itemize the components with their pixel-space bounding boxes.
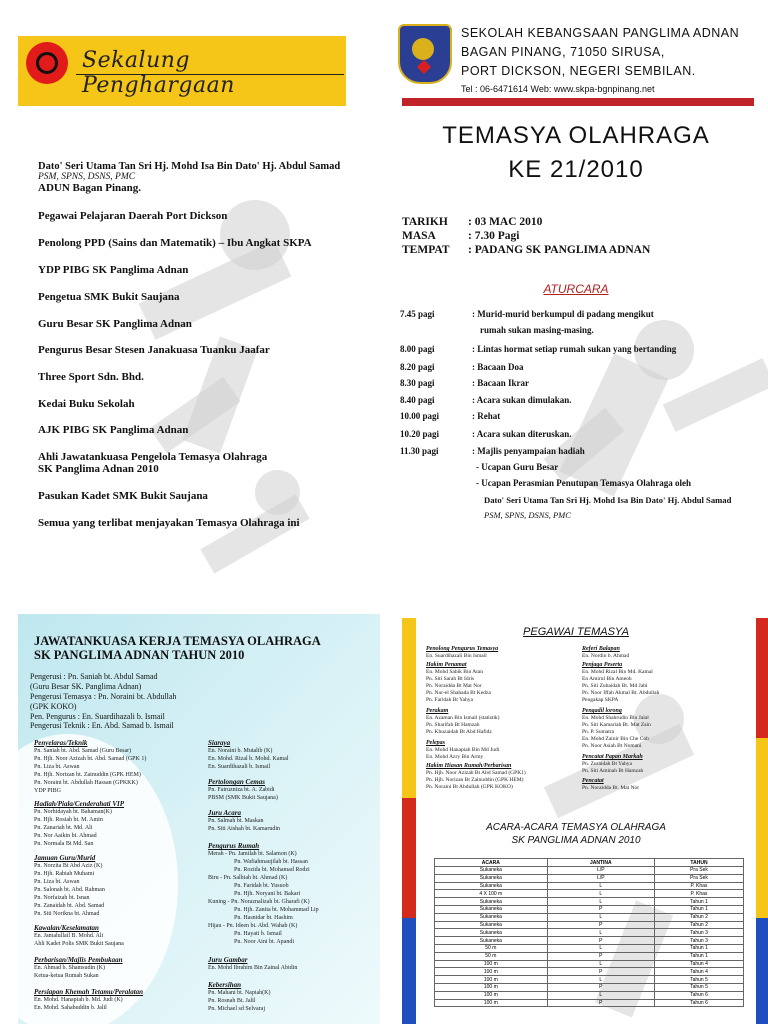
- table-cell: Tahun 1: [654, 898, 743, 906]
- group-heading: Juru Gambar: [208, 956, 248, 964]
- committee-line: (Guru Besar SK. Panglima Adnan): [30, 682, 142, 691]
- crest-star-icon: [417, 60, 431, 74]
- group-item: Pn. Nor Aaikin bt. Ahmad: [34, 833, 97, 839]
- table-cell: Pra Sek: [654, 874, 743, 882]
- table-cell: P: [547, 983, 654, 991]
- officials-title: PEGAWAI TEMASYA: [523, 626, 629, 638]
- schedule-time: 8.40 pagi: [400, 395, 435, 405]
- group-item: Pn. Norhidayah bt. Bahaman(K): [34, 809, 112, 815]
- schedule-desc: : Rehat: [472, 411, 501, 421]
- info-label: TEMPAT: [402, 244, 450, 256]
- banner-title: Sekalung Penghargaan: [82, 48, 235, 98]
- schedule-cont: Dato' Seri Utama Tan Sri Hj. Mohd Isa Bin Dato' Hj. Abdul Samad: [484, 495, 732, 505]
- table-cell: Tahun 3: [654, 929, 743, 937]
- group-item: Pn. Hayati b. Ismail: [234, 931, 282, 937]
- table-cell: Tahun 1: [654, 944, 743, 952]
- table-row: [435, 867, 744, 875]
- schedule-desc: : Murid-murid berkumpul di padang mengikut: [472, 309, 654, 319]
- group-item: Pn. Hjh. Rosiah bt. M. Amin: [34, 817, 103, 823]
- officials-item: Pengakap SKPA: [582, 697, 619, 703]
- stripe-red: [402, 798, 416, 918]
- table-cell: Sukaneka: [435, 937, 548, 945]
- table-cell: 50 m: [435, 952, 548, 960]
- school-crest-icon: [398, 24, 452, 84]
- table-cell: P: [547, 921, 654, 929]
- header-divider: [402, 98, 754, 106]
- info-tempat: [402, 244, 650, 256]
- schedule-row: [400, 429, 572, 439]
- schedule-time: 10.20 pagi: [400, 429, 440, 439]
- table-cell: L: [547, 882, 654, 890]
- table-cell: L: [547, 929, 654, 937]
- officials-item: En. Azaman Bin Ismail (statistik): [426, 715, 500, 721]
- dato-titles: PSM, SPNS, DSNS, PMC: [38, 172, 136, 182]
- group-item: Pn. Noraini bt. Abdullah Hassan (GPKKK): [34, 780, 138, 786]
- schedule-row: [400, 309, 654, 319]
- group-heading: Kebersihan: [208, 981, 242, 989]
- schedule-time: 8.30 pagi: [400, 378, 435, 388]
- schedule-row: [400, 395, 572, 405]
- schedule-desc: : Bacaan Doa: [472, 362, 524, 372]
- appreciation-banner: [18, 36, 346, 106]
- event-title: TEMASYA OLAHRAGA: [442, 122, 710, 149]
- table-cell: L: [547, 898, 654, 906]
- honor-entry: Pengurus Besar Stesen Janakuasa Tuanku Jaafar: [38, 344, 270, 356]
- table-cell: Tahun 1: [654, 905, 743, 913]
- table-cell: L/P: [547, 874, 654, 882]
- table-cell: Sukaneka: [435, 874, 548, 882]
- table-row: [435, 976, 744, 984]
- table-cell: Sukaneka: [435, 898, 548, 906]
- committee-line: (GPK KOKO): [30, 702, 77, 711]
- group-item: Pn. Hjh. Noryani bt. Bakari: [234, 891, 301, 897]
- stripe-yellow: [402, 618, 416, 798]
- table-cell: Tahun 2: [654, 913, 743, 921]
- table-cell: Sukaneka: [435, 921, 548, 929]
- honor-entry: SK Panglima Adnan 2010: [38, 463, 159, 475]
- officials-item: Pn. Siti Sarah Bt Idris: [426, 676, 475, 682]
- officials-heading: Perakam: [426, 708, 449, 714]
- schedule-time: 8.20 pagi: [400, 362, 435, 372]
- info-value: : 7.30 Pagi: [468, 230, 520, 242]
- officials-item: En. Nordin b. Ahmad: [582, 653, 630, 659]
- officials-item: Pn. Noraini Bt Abdullah (GPK KOKO): [426, 784, 513, 790]
- group-item: Pn. Salonah bt. Abd. Rahman: [34, 887, 105, 893]
- acara-subtitle: SK PANGLIMA ADNAN 2010: [511, 835, 641, 846]
- schedule-desc: : Lintas hormat setiap rumah sukan yang bertanding: [472, 344, 677, 354]
- table-row: [435, 898, 744, 906]
- officials-item: Pn. P. Sumatra: [582, 729, 615, 735]
- group-item: Pn. Hjh. Noor Azizah bt. Abd. Samad (GPK 1): [34, 756, 147, 762]
- column-header: ACARA: [435, 859, 548, 867]
- table-cell: L/P: [547, 867, 654, 875]
- table-cell: L: [547, 960, 654, 968]
- group-item: PBSM (SMK Bukit Saujana): [208, 795, 278, 801]
- table-cell: 100 m: [435, 960, 548, 968]
- table-row: [435, 952, 744, 960]
- table-row: [435, 983, 744, 991]
- officials-item: Pn. Nur-el Shahada Bt Kedza: [426, 690, 491, 696]
- schedule-row: [400, 378, 529, 388]
- officials-item: Pn. Hjh. Norizan Bt Zainuddin (GPK HEM): [426, 777, 524, 783]
- table-cell: 50 m: [435, 944, 548, 952]
- officials-item: Pn. Siti Aminah Bt Hamzah: [582, 768, 644, 774]
- table-cell: P: [547, 952, 654, 960]
- appreciation-panel: [0, 0, 384, 604]
- column-header: TAHUN: [654, 859, 743, 867]
- group-item: Kuning - Pn. Noraznalizah bt. Gharafi (K): [208, 899, 310, 905]
- event-panel: [384, 0, 768, 604]
- officials-heading: Hakim Hiasan Rumah/Perbarisan: [426, 763, 512, 769]
- table-cell: Tahun 3: [654, 937, 743, 945]
- table-cell: P. Khas: [654, 890, 743, 898]
- schedule-desc: : Majlis penyampaian hadiah: [472, 446, 585, 456]
- group-heading: Perbarisan/Majlis Pembukaan: [34, 956, 123, 964]
- school-address-1: BAGAN PINANG, 71050 SIRUSA,: [461, 45, 665, 59]
- table-cell: 100 m: [435, 968, 548, 976]
- schedule-row: [400, 446, 585, 456]
- info-label: MASA: [402, 230, 436, 242]
- group-item: Ahli Kadet Polis SMK Bukit Saujana: [34, 941, 124, 947]
- group-item: Pn. Norfaizah bt. Isnan: [34, 895, 90, 901]
- table-cell: Sukaneka: [435, 882, 548, 890]
- table-cell: Pra Sek: [654, 867, 743, 875]
- committee-line: Pengerusi Temasya : Pn. Noraini bt. Abdullah: [30, 692, 177, 701]
- honor-entry: Ahli Jawatankuasa Pengelola Temasya Olahraga: [38, 451, 268, 463]
- table-cell: 100 m: [435, 991, 548, 999]
- group-heading: Juru Acara: [208, 809, 242, 817]
- stripe-blue: [402, 918, 416, 1024]
- officials-item: Pn. Sharifah Bt Hamzah: [426, 722, 480, 728]
- table-row: [435, 944, 744, 952]
- runner-watermark-body-2: [200, 494, 309, 573]
- group-item: Pn. Hasnidar bt. Hashim: [234, 915, 293, 921]
- table-row: [435, 905, 744, 913]
- group-item: Pn. Hjh. Norizan bt. Zainuddin (GPK HEM): [34, 772, 141, 778]
- group-item: Pn. Siti Aishah bt. Kamarudin: [208, 826, 280, 832]
- officials-item: En. Mohd Shahrudin Bin Jalal: [582, 715, 649, 721]
- table-cell: Tahun 5: [654, 976, 743, 984]
- group-item: En. Mohd Ibrahim Bin Zainal Abidin: [208, 965, 298, 971]
- table-cell: P: [547, 937, 654, 945]
- group-item: Pn. Siti Norikna bt. Ahmad: [34, 911, 100, 917]
- table-cell: Sukaneka: [435, 905, 548, 913]
- honor-entry: Pengetua SMK Bukit Saujana: [38, 291, 180, 303]
- group-item: Pn. Liza bt. Aswan: [34, 764, 80, 770]
- table-row: [435, 960, 744, 968]
- info-label: TARIKH: [402, 216, 448, 228]
- table-cell: 100 m: [435, 999, 548, 1007]
- group-item: Pn. Hjh. Rabiah Muhami: [34, 871, 95, 877]
- schedule-time: 11.30 pagi: [400, 446, 439, 456]
- honor-entry: Pasukan Kadet SMK Bukit Saujana: [38, 490, 208, 502]
- table-row: [435, 890, 744, 898]
- table-cell: P: [547, 999, 654, 1007]
- officials-heading: Pelepas: [426, 740, 445, 746]
- honor-entry: Penolong PPD (Sains dan Matematik) – Ibu Angkat SKPA: [38, 237, 312, 249]
- acara-title: ACARA-ACARA TEMASYA OLAHRAGA: [486, 822, 666, 833]
- officials-heading: Pengadil lorong: [582, 708, 622, 714]
- officials-item: En. Mohd Rizal Bin Md. Kamal: [582, 669, 653, 675]
- group-item: Pn. Wafiahmaujilah bt. Hassan: [234, 859, 308, 865]
- committee-line: Pen. Pengurus : En. Suardihazali b. Ismail: [30, 712, 165, 721]
- officials-item: Pn. Siti Zubaidah Bt. Md Jabi: [582, 683, 648, 689]
- group-heading: Pertolongan Cemas: [208, 778, 265, 786]
- info-value: : PADANG SK PANGLIMA ADNAN: [468, 244, 651, 256]
- info-masa: [402, 230, 519, 242]
- group-item: Biru - Pn. Salbiah bt. Ahmad (K): [208, 875, 288, 881]
- schedule-desc: : Bacaan Ikrar: [472, 378, 529, 388]
- officials-item: Pn. Khuzaidah Bt Abd Hafidz: [426, 729, 492, 735]
- honor-entry: Semua yang terlibat menjayakan Temasya Olahraga ini: [38, 517, 300, 529]
- officials-item: En. Suardihazali Bin Ismail: [426, 653, 487, 659]
- schedule-row: [400, 344, 676, 354]
- table-cell: P: [547, 905, 654, 913]
- table-row: [435, 921, 744, 929]
- table-cell: Tahun 2: [654, 921, 743, 929]
- dato-role: ADUN Bagan Pinang.: [38, 182, 141, 194]
- group-item: Pn. Rozida bt. Mohamad Rodzi: [234, 867, 310, 873]
- group-item: Pn. Fairuzniza bt. A. Zabidi: [208, 787, 275, 793]
- committee-subtitle: SK PANGLIMA ADNAN TAHUN 2010: [34, 648, 245, 662]
- group-item: En. Suardihazali b. Ismail: [208, 764, 271, 770]
- table-cell: Sukaneka: [435, 913, 548, 921]
- group-item: En. Ahmad b. Shamsudin (K): [34, 965, 105, 971]
- schedule-row: [400, 362, 524, 372]
- group-heading: Penyelaras/Teknik: [34, 739, 88, 747]
- group-item: Pn. Michael sd Selvaraj: [208, 1006, 265, 1012]
- officials-item: En. Mohd Azry Bin Army: [426, 754, 484, 760]
- group-heading: Persiapan Khemah Tetamu/Peralatan: [34, 988, 144, 996]
- officials-panel: [384, 604, 768, 1024]
- group-item: Pn. Hjh. Zanita bt. Mohammad Lip: [234, 907, 319, 913]
- table-cell: 4 X 100 m: [435, 890, 548, 898]
- school-name: SEKOLAH KEBANGSAAN PANGLIMA ADNAN: [461, 26, 740, 40]
- stripe-blue-right: [756, 918, 768, 1024]
- crest-emblem-icon: [412, 38, 434, 60]
- officials-heading: Penjaga Peserta: [582, 662, 623, 668]
- group-heading: Hadiah/Piala/Cenderahati VIP: [34, 800, 125, 808]
- table-cell: P: [547, 968, 654, 976]
- table-row: [435, 937, 744, 945]
- honor-entry: Pegawai Pelajaran Daerah Port Dickson: [38, 210, 228, 222]
- table-cell: 100 m: [435, 983, 548, 991]
- target-logo-icon: [26, 42, 68, 84]
- column-header: JANTINA: [547, 859, 654, 867]
- group-item: Pn. Saniah bt. Abd. Samad (Guru Besar): [34, 748, 132, 754]
- group-item: Pn. Normala Bt Md. San: [34, 841, 94, 847]
- events-table-body: [435, 867, 744, 1007]
- table-cell: L: [547, 991, 654, 999]
- table-cell: L: [547, 976, 654, 984]
- table-header-row: [435, 859, 744, 867]
- group-item: Ketua-ketua Rumah Sukan: [34, 973, 99, 979]
- group-item: Pn. Mahani bt. Napiah(K): [208, 990, 271, 996]
- honor-entry: AJK PIBG SK Panglima Adnan: [38, 424, 189, 436]
- table-cell: Sukaneka: [435, 867, 548, 875]
- officials-item: En Amirul Bin Ameoh: [582, 676, 632, 682]
- group-item: Pn. Faridah bt. Yusuob: [234, 883, 289, 889]
- officials-heading: Penolong Pengurus Temasya: [426, 646, 499, 652]
- group-item: En. Jamalullail B. Mohd. Ali: [34, 933, 104, 939]
- table-row: [435, 999, 744, 1007]
- table-row: [435, 929, 744, 937]
- table-row: [435, 874, 744, 882]
- honor-entry: YDP PIBG SK Panglima Adnan: [38, 264, 189, 276]
- group-item: Pn. Liza bt. Aswan: [34, 879, 80, 885]
- group-item: Pn. Noor Aini bt. Apandi: [234, 939, 295, 945]
- info-value: : 03 MAC 2010: [468, 216, 543, 228]
- table-cell: 100 m: [435, 976, 548, 984]
- officials-item: En. Mohd Sabik Bin Atan: [426, 669, 483, 675]
- committee-line: Pengerusi Teknik : En. Abd. Samad b. Ismail: [30, 721, 174, 730]
- officials-item: Pn. Noor Iffah Akmal Bt. Abdullah: [582, 690, 660, 696]
- group-item: Pn. Norzita Bt Abd Aziz (K): [34, 863, 103, 869]
- group-item: En. Mohd. Hanapiah b. Md. Judi (K): [34, 997, 123, 1003]
- officials-heading: Pencatat: [582, 778, 604, 784]
- schedule-time: 10.00 pagi: [400, 411, 440, 421]
- officials-item: Pn. Zuraidah Bt Yahya: [582, 761, 632, 767]
- table-cell: L: [547, 944, 654, 952]
- committee-panel: [0, 604, 384, 1024]
- table-cell: L: [547, 890, 654, 898]
- group-item: Pn. Zanariah bt. Md. Ali: [34, 825, 93, 831]
- officials-item: Pn. Noor Asiah Bt Nomani: [582, 743, 642, 749]
- group-heading: Jamuan Guru/Murid: [34, 854, 96, 862]
- schedule-time: 8.00 pagi: [400, 344, 435, 354]
- officials-item: Pn. Faridah Bt Yahya: [426, 697, 473, 703]
- table-cell: Sukaneka: [435, 929, 548, 937]
- event-edition: KE 21/2010: [508, 156, 644, 183]
- group-item: En. Mohd. Sahabuddin b. Jalil: [34, 1005, 107, 1011]
- officials-item: En. Mohd Zainir Bin Che Cob: [582, 736, 649, 742]
- officials-heading: Hakim Penamat: [426, 662, 467, 668]
- group-item: En. Mohd. Rizal b. Mohd. Kamal: [208, 756, 289, 762]
- dato-name: Dato' Seri Utama Tan Sri Hj. Mohd Isa Bin Dato' Hj. Abdul Samad: [38, 161, 341, 172]
- table-row: [435, 913, 744, 921]
- officials-heading: Pencatat Papan Markah: [582, 754, 643, 760]
- schedule-cont: - Ucapan Guru Besar: [476, 462, 559, 472]
- info-tarikh: [402, 216, 542, 228]
- table-cell: P. Khas: [654, 882, 743, 890]
- school-address-2: PORT DICKSON, NEGERI SEMBILAN.: [461, 64, 696, 78]
- committee-line: Pengerusi : Pn. Saniah bt. Abdul Samad: [30, 672, 158, 681]
- honor-entry: Kedai Buku Sekolah: [38, 398, 135, 410]
- group-item: En. Noraini b. Mutalib (K): [208, 748, 273, 754]
- group-heading: Kawalan/Keselamatan: [34, 924, 99, 932]
- officials-item: Pn. Noraidda Bt. Mat Nor: [582, 785, 640, 791]
- honor-entry: Guru Besar SK Panglima Adnan: [38, 318, 192, 330]
- officials-item: Pn. Siti Kamariah Bt. Mat Zain: [582, 722, 651, 728]
- schedule-desc: : Acara sukan dimulakan.: [472, 395, 572, 405]
- table-row: [435, 968, 744, 976]
- table-cell: Tahun 4: [654, 968, 743, 976]
- group-heading: Siaraya: [208, 739, 231, 747]
- table-cell: Tahun 6: [654, 991, 743, 999]
- honor-entry: Three Sport Sdn. Bhd.: [38, 371, 144, 383]
- schedule-cont: rumah sukan masing-masing.: [480, 325, 594, 335]
- officials-heading: Referi Balapan: [582, 646, 620, 652]
- group-item: Merah - Pn. Jamilah bt. Salamon (K): [208, 851, 297, 857]
- schedule-sub: PSM, SPNS, DSNS, PMC: [484, 510, 571, 520]
- schedule-time: 7.45 pagi: [400, 309, 435, 319]
- group-item: Pn. Salmah bt. Maskan: [208, 818, 264, 824]
- officials-item: En. Mohd Hanapiah Bin Md Judi: [426, 747, 500, 753]
- schedule-cont: - Ucapan Perasmian Penutupan Temasya Olahraga oleh: [476, 478, 692, 488]
- table-row: [435, 882, 744, 890]
- group-item: Hijau - Pn. Ideen bt. Abd. Wahab (K): [208, 923, 298, 929]
- table-cell: Tahun 4: [654, 960, 743, 968]
- table-cell: Tahun 1: [654, 952, 743, 960]
- aturcara-heading: ATURCARA: [543, 282, 609, 296]
- table-cell: Tahun 5: [654, 983, 743, 991]
- group-item: YDP PIBG: [34, 788, 61, 794]
- group-heading: Pengurus Rumah: [208, 842, 260, 850]
- school-contact: Tel : 06-6471614 Web: www.skpa-bgnpinang.net: [461, 84, 655, 94]
- group-item: Pn. Zanaidah bt. Abd. Samad: [34, 903, 105, 909]
- table-cell: Tahun 6: [654, 999, 743, 1007]
- table-cell: L: [547, 913, 654, 921]
- events-table: [434, 858, 744, 1007]
- officials-item: Pn. Hjh. Noor Azizah Bt Abd Samad (GPK1): [426, 770, 526, 776]
- table-row: [435, 991, 744, 999]
- group-item: Pn. Rosnah Bt. Jalil: [208, 998, 256, 1004]
- officials-item: Pn. Noraidda Bt Mat Nor: [426, 683, 482, 689]
- schedule-desc: : Acara sukan diteruskan.: [472, 429, 572, 439]
- schedule-row: [400, 411, 500, 421]
- committee-title: JAWATANKUASA KERJA TEMASYA OLAHRAGA: [34, 634, 321, 648]
